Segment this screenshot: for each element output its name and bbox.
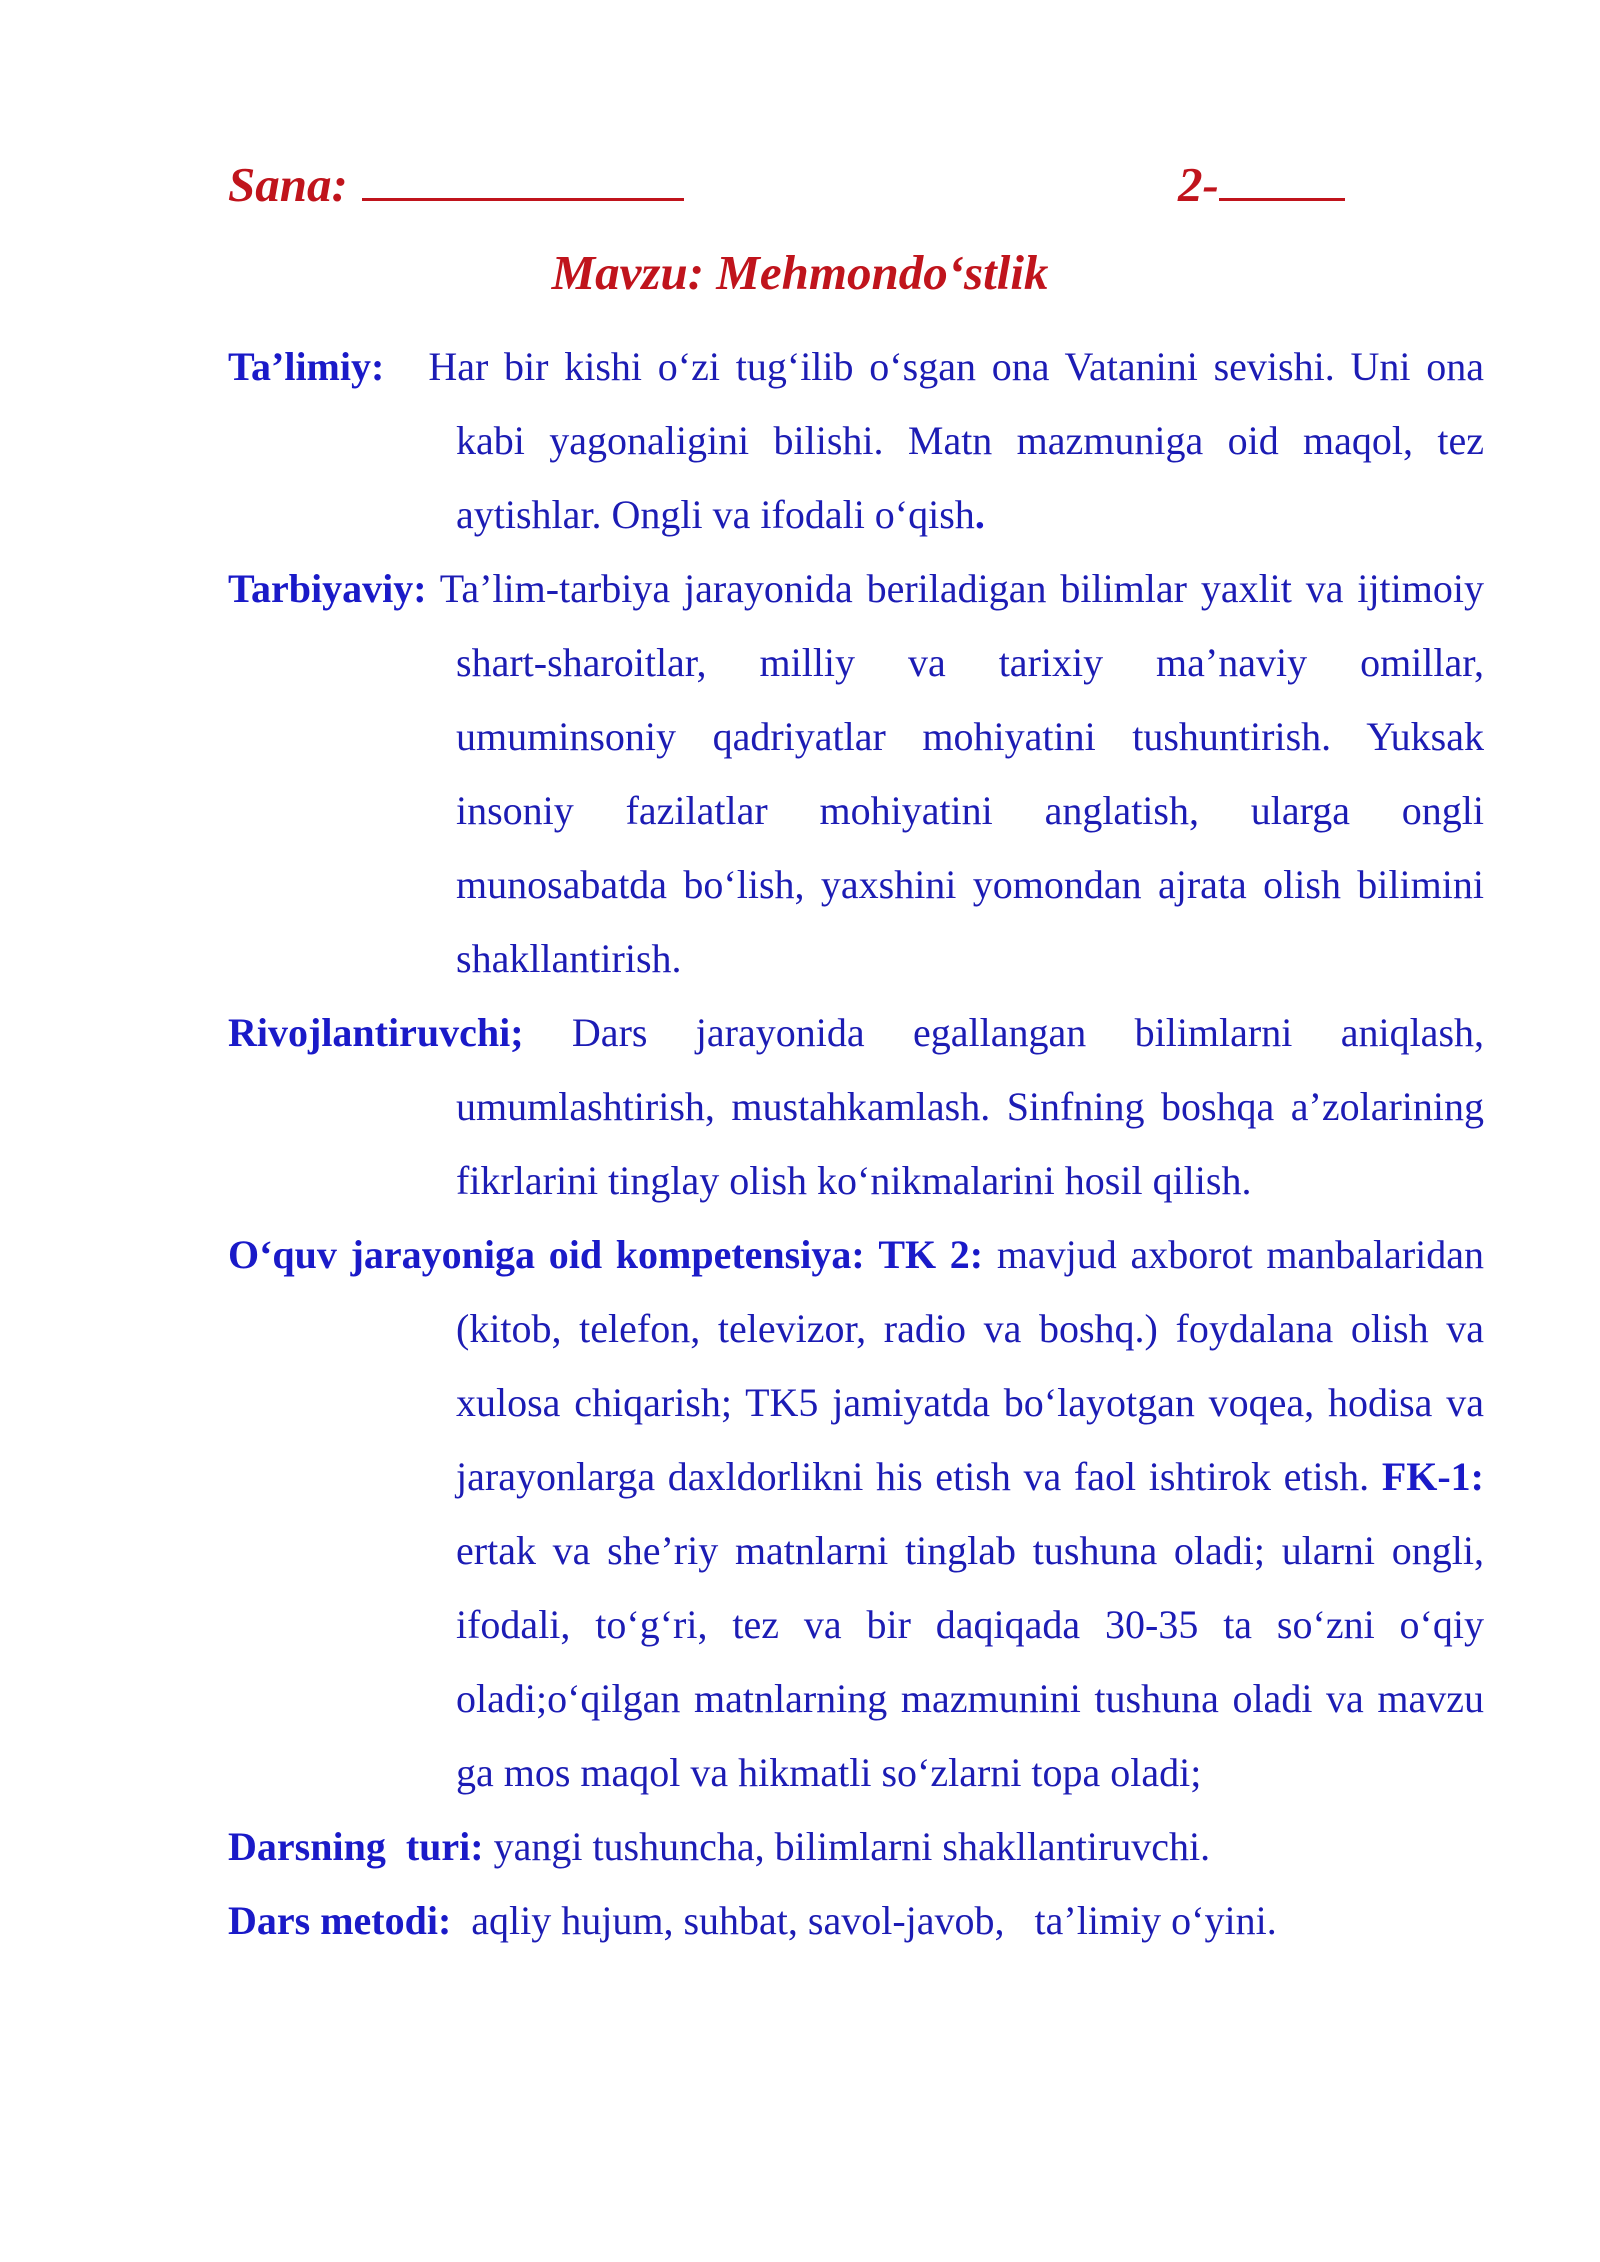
section-label: Dars metodi:	[228, 1898, 452, 1943]
section-text: Har bir kishi o‘zi tug‘ilib o‘sgan ona Vatanini sevishi. Uni ona kabi yagonaligini bilishi. Matn mazmuniga oid maqol, tez aytishlar. Ongli va ifodali o‘qish	[428, 344, 1484, 537]
section-darsning-turi	[228, 1810, 1484, 1884]
section-label: Darsning turi:	[228, 1824, 484, 1869]
section-end-mark: .	[974, 492, 985, 537]
section-label: Tarbiyaviy:	[228, 566, 427, 611]
section-talimiy	[228, 330, 1484, 552]
section-text: yangi tushuncha, bilimlarni shakllantiruvchi.	[493, 1824, 1211, 1869]
tk2-label: TK 2:	[878, 1232, 984, 1277]
topic-title: Mavzu: Mehmondo‘stlik	[551, 245, 1049, 300]
date-blank-line	[362, 152, 684, 201]
section-rivojlantiruvchi	[228, 996, 1484, 1218]
date-label: Sana:	[228, 157, 348, 212]
section-dars-metodi	[228, 1884, 1484, 1958]
section-tarbiyaviy	[228, 552, 1484, 996]
lesson-number-blank-line	[1219, 152, 1345, 201]
date-field	[228, 152, 684, 213]
lesson-objectives	[228, 330, 1484, 1958]
fk1-label: FK-1:	[1381, 1454, 1484, 1499]
section-text: aqliy hujum, suhbat, savol-javob, ta’limiy o‘yini.	[471, 1898, 1277, 1943]
lesson-number-field	[1178, 152, 1345, 213]
section-kompetensiya	[228, 1218, 1484, 1810]
section-label: Ta’limiy:	[228, 344, 385, 389]
section-text: Dars jarayonida egallangan bilimlarni aniqlash, umumlashtirish, mustahkamlash. Sinfning boshqa a’zolarining fikrlarini tinglay olish ko‘nikmalarini hosil qilish.	[456, 1010, 1485, 1203]
lesson-number-prefix: 2-	[1178, 157, 1219, 212]
section-text-2: ertak va she’riy matnlarni tinglab tushuna oladi; ularni ongli, ifodali, to‘g‘ri, tez va bir daqiqada 30-35 ta so‘zni o‘qiy oladi;o‘qilgan matnlarning mazmunini tushuna oladi va mavzu ga mos maqol va hikmatli so‘zlarni topa oladi;	[456, 1528, 1484, 1795]
section-text-1: mavjud axborot manbalaridan (kitob, telefon, televizor, radio va boshq.) foydalana olish va xulosa chiqarish; TK5 jamiyatda bo‘layotgan voqea, hodisa va jarayonlarga daxldorlikni his etish va faol ishtirok etish.	[456, 1232, 1485, 1499]
section-text: Ta’lim-tarbiya jarayonida beriladigan bilimlar yaxlit va ijtimoiy shart-sharoitlar, milliy va tarixiy ma’naviy omillar, umuminsoniy qadriyatlar mohiyatini tushuntirish. Yuksak insoniy fazilatlar mohiyatini anglatish, ularga ongli munosabatda bo‘lish, yaxshini yomondan ajrata olish bilimini shakllantirish.	[439, 566, 1485, 981]
section-label: Rivojlantiruvchi;	[228, 1010, 524, 1055]
section-label: O‘quv jarayoniga oid kompetensiya:	[228, 1232, 865, 1277]
header-line	[228, 152, 1358, 222]
